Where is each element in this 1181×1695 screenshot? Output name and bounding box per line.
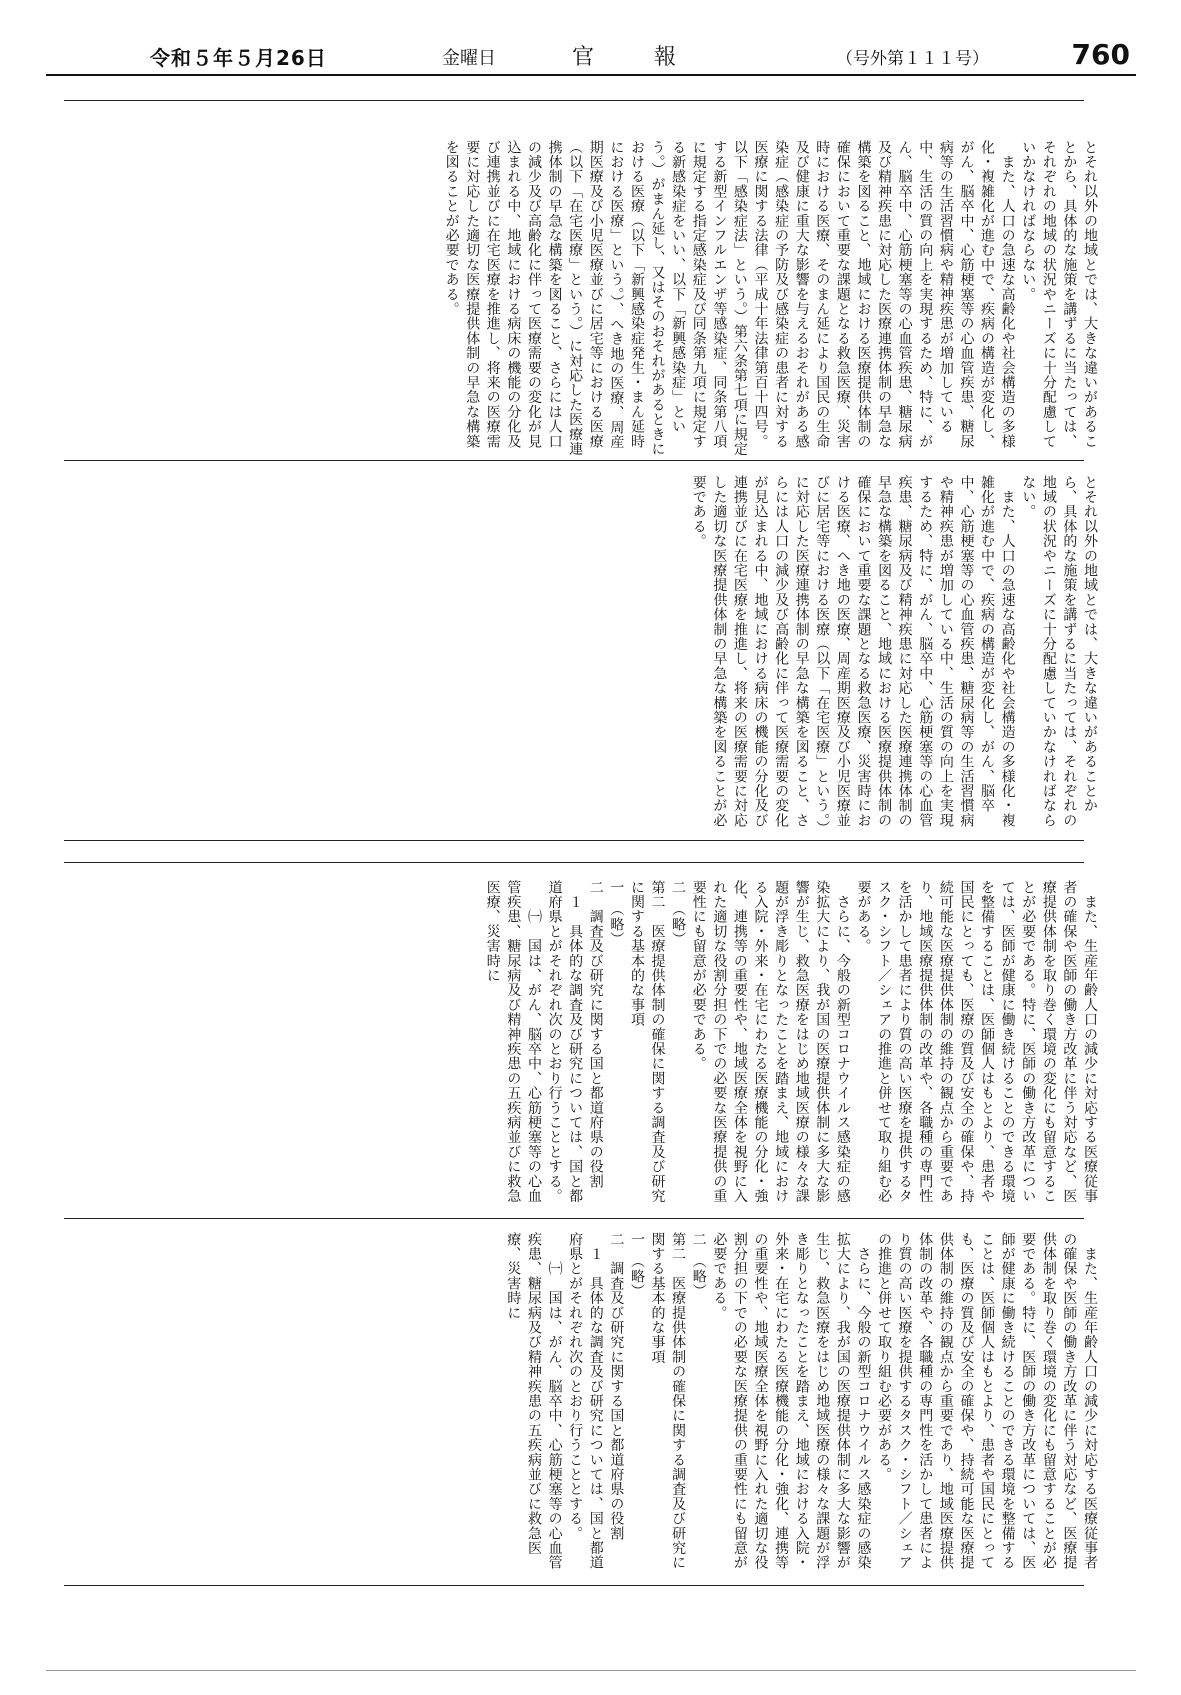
upper-right-block: とそれ以外の地域とでは、大きな違いがあることから、具体的な施策を講ずるに当たっては、それぞれの地域の状況やニーズに十分配慮していかなければならない。 また、人口の急速な高齢化や社会構造の多様化・複雑化が進む中で、疾病の構造が変化し、がん、脳卒中、心筋梗塞等の心血管疾患、糖尿病等の生活習慣病や精神疾患が増加している中、生活の質の向上を実現するため、特に、がん、脳卒中、心筋梗塞等の心血管疾患、糖尿病及び精神疾患に対応した医療連携体制の早急な構築を図ること、地域における医療提供体制の確保において重要な課題となる救急医療、災害時における医療、そのまん延により国民の生命及び健康に重大な影響を与えるおそれがある感染症（感染症の予防及び感染症の患者に対する医療に関する法律（平成十年法律第百十四号。以下「感染症法」という。）第六条第七項に規定する新型インフルエンザ等感染症、同条第八項に規定する指定感染症及び同条第九項に規定する新感染症をいい、以下「新興感染症」という。）がまん延し、又はそのおそれがあるときにおける医療（以下「新興感染症発生・まん延時における医療」という。）、へき地の医療、周産期医療及び小児医療並びに居宅等における医療（以下「在宅医療」という。）に対応した医療連携体制の早急な構築を図ること、さらには人口の減少及び高齢化に伴って医療需要の変化が見込まれる中、地域における病床の機能の分化及び連携並びに在宅医療を推進し、将来の医療需要に対応した適切な医療提供体制の早急な構築を図ることが必要である。 (443, 140, 1098, 457)
section-rule-top (64, 100, 1084, 101)
section-rule-mid-1 (64, 840, 1084, 841)
lower-right-block: また、生産年齢人口の減少に対応する医療従事者の確保や医師の働き方改革に伴う対応など、医療提供体制を取り巻く環境の変化にも留意することが必要である。特に、医師の働き方改革については、医師が健康に働き続けることのできる環境を整備することは、医師個人はもとより、患者や国民にとっても、医療の質及び安全の確保や、持続可能な医療提供体制の維持の観点から重要であり、地域医療提供体制の改革や、各職種の専門性を活かして患者により質の高い医療を提供するタスク・シフト／シェアの推進と併せて取り組む必要がある。 さらに、今般の新型コロナウイルス感染症の感染拡大により、我が国の医療提供体制に多大な影響が生じ、救急医療をはじめ地域医療の様々な課題が浮き彫りとなったことを踏まえ、地域における入院・外来・在宅にわたる医療機能の分化・強化、連携等の重要性や、地域医療全体を視野に入れた適切な役割分担の下での必要な医療提供の重要性にも留意が必要である。 二 （略） 第二 医療提供体制の確保に関する調査及び研究に関する基本的な事項 一 （略） 二 調査及び研究に関する国と都道府県の役割 １ 具体的な調査及び研究については、国と都道府県とがそれぞれ次のとおり行うこととする。 ㈠ 国は、がん、脳卒中、心筋梗塞等の心血管疾患、糖尿病及び精神疾患の五疾病並びに救急医療、災害時に (484, 880, 1098, 1204)
page-number: 760 (1071, 38, 1130, 71)
upper-left-block: とそれ以外の地域とでは、大きな違いがあることから、具体的な施策を講ずるに当たっては、それぞれの地域の状況やニーズに十分配慮していかなければならない。 また、人口の急速な高齢化や社会構造の多様化・複雑化が進む中で、疾病の構造が変化し、がん、脳卒中、心筋梗塞等の心血管疾患、糖尿病等の生活習慣病や精神疾患が増加している中、生活の質の向上を実現するため、特に、がん、脳卒中、心筋梗塞等の心血管疾患、糖尿病及び精神疾患に対応した医療連携体制の早急な構築を図ること、地域における医療提供体制の確保において重要な課題となる救急医療、災害時における医療、へき地の医療、周産期医療及び小児医療並びに居宅等における医療（以下「在宅医療」という。）に対応した医療連携体制の早急な構築を図ること、さらには人口の減少及び高齢化に伴って医療需要の変化が見込まれる中、地域における病床の機能の分化及び連携並びに在宅医療を推進し、将来の医療需要に対応した適切な医療提供体制の早急な構築を図ることが必要である。 (690, 475, 1098, 829)
issue-number: （号外第１１１号） (836, 49, 989, 69)
section-rule-mid-2 (64, 862, 1084, 863)
section-rule-lower-mid (64, 1218, 1084, 1219)
page-footer-rule (46, 1670, 1136, 1671)
lower-left-block: また、生産年齢人口の減少に対応する医療従事者の確保や医師の働き方改革に伴う対応など、医療提供体制を取り巻く環境の変化にも留意することが必要である。特に、医師の働き方改革については、医師が健康に働き続けることのできる環境を整備することは、医師個人はもとより、患者や国民にとっても、医療の質及び安全の確保や、持続可能な医療提供体制の維持の観点から重要であり、地域医療提供体制の改革や、各職種の専門性を活かして患者により質の高い医療を提供するタスク・シフト／シェアの推進と併せて取り組む必要がある。 さらに、今般の新型コロナウイルス感染症の感染拡大により、我が国の医療提供体制に多大な影響が生じ、救急医療をはじめ地域医療の様々な課題が浮き彫りとなったことを踏まえ、地域における入院・外来・在宅にわたる医療機能の分化・強化、連携等の重要性や、地域医療全体を視野に入れた適切な役割分担の下での必要な医療提供の重要性にも留意が必要である。 二 （略） 第二 医療提供体制の確保に関する調査及び研究に関する基本的な事項 一 （略） 二 調査及び研究に関する国と都道府県の役割 １ 具体的な調査及び研究については、国と都道府県とがそれぞれ次のとおり行うこととする。 ㈠ 国は、がん、脳卒中、心筋梗塞等の心血管疾患、糖尿病及び精神疾患の五疾病並びに救急医療、災害時に (505, 1232, 1098, 1571)
issue-date: 令和５年５月26日 (150, 46, 327, 70)
page-header (46, 38, 1136, 76)
issue-weekday: 金曜日 (442, 48, 496, 69)
section-rule-bottom (64, 1585, 1084, 1586)
gazette-title: 官報 (572, 45, 737, 70)
section-rule-upper-mid (64, 460, 1084, 461)
